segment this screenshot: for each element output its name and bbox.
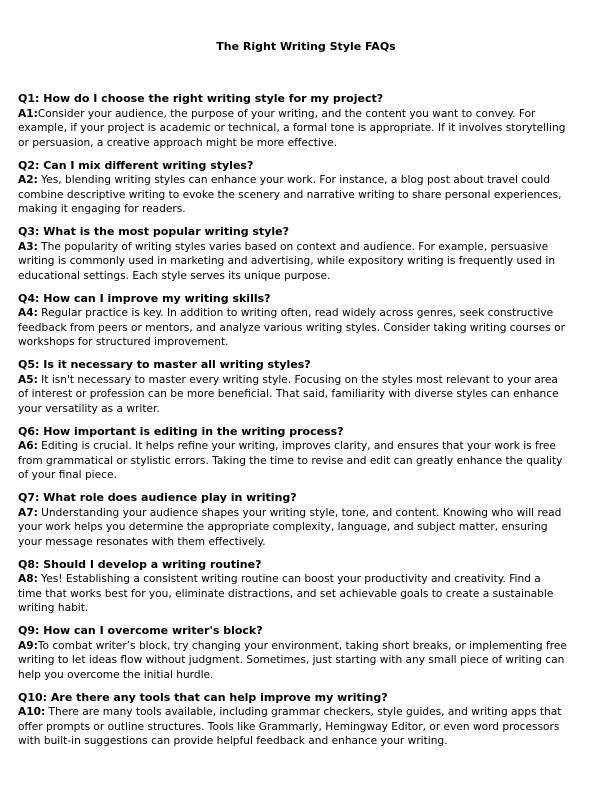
document-title: The Right Writing Style FAQs bbox=[216, 40, 396, 53]
faq-question: Q7: What role does audience play in writing? bbox=[18, 491, 297, 504]
faq-answer-line bbox=[18, 468, 608, 483]
answer-text: or persuasion, a creative approach might be more effective. bbox=[18, 136, 337, 149]
answer-text: of interest or profession can be more beneficial. That said, familiarity with diverse styles can enhance bbox=[18, 388, 559, 400]
answer-text: Editing is crucial. It helps refine your writing, improves clarity, and ensures that your work is free bbox=[37, 440, 556, 452]
faq-answer-line bbox=[18, 173, 608, 188]
answer-text: The popularity of writing styles varies based on context and audience. For example, persuasive bbox=[37, 240, 549, 253]
faq-answer-line bbox=[18, 121, 608, 136]
answer-text: It isn't necessary to master every writing style. Focusing on the styles most relevant to your area bbox=[37, 373, 558, 386]
answer-label: A9: bbox=[18, 639, 38, 652]
faq-question: Q6: How important is editing in the writing process? bbox=[18, 424, 344, 438]
faq-answer-line bbox=[18, 136, 608, 151]
faq-question: Q5: Is it necessary to master all writing styles? bbox=[18, 358, 311, 371]
answer-label: A6: bbox=[18, 440, 38, 452]
faq-answer-line bbox=[18, 639, 608, 654]
faq-answer-line bbox=[18, 269, 608, 284]
faq-question: Q9: How can I overcome writer's block? bbox=[18, 624, 263, 637]
faq-item bbox=[18, 691, 608, 749]
faq-question: Q2: Can I mix different writing styles? bbox=[18, 158, 254, 172]
faq-answer-line bbox=[18, 601, 608, 616]
faq-answer-line bbox=[18, 335, 608, 350]
answer-label: A10: bbox=[18, 706, 46, 718]
faq-answer-line bbox=[18, 506, 608, 521]
faq-item bbox=[18, 159, 608, 217]
faq-answer-line bbox=[18, 439, 608, 454]
faq-question: Q3: What is the most popular writing style? bbox=[18, 225, 289, 238]
answer-text: To combat writer’s block, try changing your environment, taking short breaks, or implementing free bbox=[37, 639, 567, 652]
answer-label: A4: bbox=[18, 307, 38, 319]
answer-text: Yes! Establishing a consistent writing routine can boost your productivity and creativity. Find a bbox=[37, 573, 541, 585]
faq-answer-line bbox=[18, 373, 608, 388]
answer-text: Yes, blending writing styles can enhance your work. For instance, a blog post about travel could bbox=[37, 174, 550, 186]
faq-answer-line bbox=[18, 535, 608, 550]
faq-list bbox=[18, 92, 608, 757]
faq-answer-line bbox=[18, 240, 608, 255]
faq-answer-line bbox=[18, 454, 608, 469]
faq-item bbox=[18, 558, 608, 616]
answer-text: Regular practice is key. In addition to writing often, read widely across genres, seek constructive bbox=[37, 307, 554, 319]
answer-text: your message resonates with them effectively. bbox=[18, 535, 266, 548]
faq-answer-line bbox=[18, 188, 608, 203]
answer-label: A1: bbox=[18, 107, 38, 120]
faq-answer-line bbox=[18, 705, 608, 720]
faq-answer-line bbox=[18, 387, 608, 402]
answer-text: your versatility as a writer. bbox=[18, 402, 160, 415]
answer-text: of your final piece. bbox=[18, 469, 117, 481]
faq-answer-line bbox=[18, 720, 608, 735]
answer-text: example, if your project is academic or technical, a formal tone is appropriate. If it involves storytelling bbox=[18, 122, 566, 134]
faq-answer-line bbox=[18, 402, 608, 417]
faq-answer-line bbox=[18, 321, 608, 336]
answer-label: A5: bbox=[18, 373, 38, 386]
answer-text: writing to let ideas flow without judgment. Sometimes, just starting with any small piece of writing can bbox=[18, 654, 565, 666]
faq-answer-line bbox=[18, 572, 608, 587]
answer-text: educational settings. Each style serves its unique purpose. bbox=[18, 269, 331, 282]
answer-text: feedback from peers or mentors, and analyze various writing styles. Consider taking writing courses or bbox=[18, 321, 565, 334]
answer-text: from grammatical or stylistic errors. Taking the time to revise and edit can greatly enhance the quality bbox=[18, 454, 563, 467]
faq-answer-line bbox=[18, 202, 608, 217]
answer-text: your work helps you determine the appropriate complexity, language, and subject matter, ensuring bbox=[18, 521, 548, 533]
faq-item bbox=[18, 425, 608, 483]
faq-item bbox=[18, 92, 608, 150]
faq-item bbox=[18, 292, 608, 350]
answer-label: A2: bbox=[18, 174, 38, 186]
answer-label: A8: bbox=[18, 573, 38, 585]
faq-item bbox=[18, 491, 608, 549]
answer-text: with built-in suggestions can provide helpful feedback and enhance your writing. bbox=[18, 735, 448, 747]
answer-text: Consider your audience, the purpose of your writing, and the content you want to convey. For bbox=[37, 107, 536, 120]
answer-label: A7: bbox=[18, 506, 38, 519]
faq-question: Q4: How can I improve my writing skills? bbox=[18, 291, 271, 305]
faq-answer-line bbox=[18, 734, 608, 749]
answer-text: combine descriptive writing to evoke the scenery and narrative writing to share personal experiences, bbox=[18, 188, 562, 201]
answer-text: making it engaging for readers. bbox=[18, 203, 186, 215]
answer-text: Understanding your audience shapes your writing style, tone, and content. Knowing who will read bbox=[37, 506, 562, 519]
faq-answer-line bbox=[18, 587, 608, 602]
answer-text: help you overcome the initial hurdle. bbox=[18, 668, 214, 681]
answer-text: workshops for structured improvement. bbox=[18, 336, 229, 348]
faq-item bbox=[18, 624, 608, 682]
faq-question: Q1: How do I choose the right writing style for my project? bbox=[18, 92, 384, 105]
answer-text: There are many tools available, including grammar checkers, style guides, and writing apps that bbox=[45, 706, 562, 718]
faq-answer-line bbox=[18, 520, 608, 535]
answer-text: writing is commonly used in marketing and advertising, while expository writing is frequently used in bbox=[18, 255, 556, 267]
faq-question: Q8: Should I develop a writing routine? bbox=[18, 557, 262, 571]
faq-answer-line bbox=[18, 668, 608, 683]
faq-answer-line bbox=[18, 107, 608, 122]
faq-answer-line bbox=[18, 653, 608, 668]
faq-question: Q10: Are there any tools that can help improve my writing? bbox=[18, 690, 388, 704]
answer-label: A3: bbox=[18, 240, 38, 253]
faq-item bbox=[18, 358, 608, 416]
faq-item bbox=[18, 225, 608, 283]
faq-answer-line bbox=[18, 306, 608, 321]
answer-text: writing habit. bbox=[18, 602, 89, 614]
answer-text: offer prompts or outline structures. Tools like Grammarly, Hemingway Editor, or even word processors bbox=[18, 720, 560, 733]
answer-text: time that works best for you, eliminate distractions, and set achievable goals to create a sustainable bbox=[18, 587, 554, 600]
faq-answer-line bbox=[18, 254, 608, 269]
